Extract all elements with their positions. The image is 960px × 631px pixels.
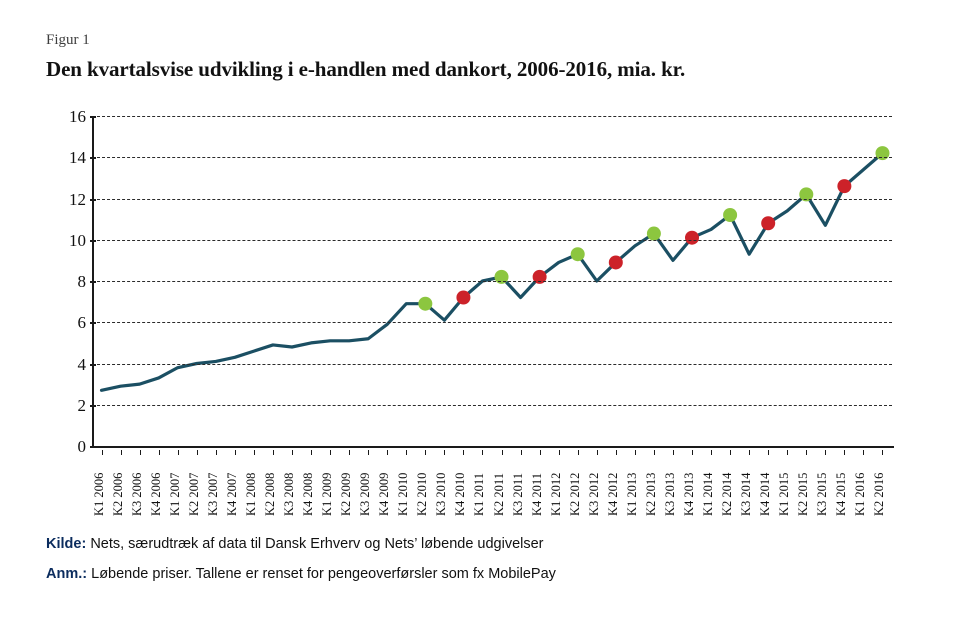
x-axis-tick-label: K2 2012 bbox=[567, 472, 582, 516]
x-axis-tick-mark bbox=[597, 450, 598, 455]
x-axis-tick-label: K3 2014 bbox=[739, 472, 754, 516]
x-axis-tick-label: K2 2006 bbox=[110, 472, 125, 516]
y-axis-tick-mark bbox=[90, 364, 96, 366]
x-axis-tick-label: K1 2006 bbox=[91, 472, 106, 516]
x-axis-tick-mark bbox=[502, 450, 503, 455]
y-axis-tick-mark bbox=[90, 199, 96, 201]
y-axis-tick-label: 16 bbox=[69, 107, 86, 126]
x-axis-tick-label: K1 2009 bbox=[320, 472, 335, 516]
y-axis-tick-mark bbox=[90, 157, 96, 159]
x-axis-tick-mark bbox=[444, 450, 445, 455]
y-axis-tick-mark bbox=[90, 240, 96, 242]
x-axis-tick-mark bbox=[121, 450, 122, 455]
x-axis-tick-label: K1 2015 bbox=[777, 472, 792, 516]
x-axis-tick-label: K1 2014 bbox=[701, 472, 716, 516]
x-axis-tick-mark bbox=[863, 450, 864, 455]
x-axis-tick-label: K2 2015 bbox=[796, 472, 811, 516]
x-axis-tick-mark bbox=[273, 450, 274, 455]
x-axis-tick-mark bbox=[787, 450, 788, 455]
plot-area bbox=[92, 116, 892, 446]
x-axis-tick-mark bbox=[521, 450, 522, 455]
y-axis-tick-label: 2 bbox=[77, 395, 86, 415]
chart-container bbox=[46, 100, 916, 520]
x-axis-tick-mark bbox=[806, 450, 807, 455]
x-axis-tick-mark bbox=[216, 450, 217, 455]
x-axis-tick-label: K1 2007 bbox=[167, 472, 182, 516]
x-axis-tick-mark bbox=[254, 450, 255, 455]
x-axis-tick-label: K1 2016 bbox=[853, 472, 868, 516]
x-axis-tick-label: K1 2008 bbox=[243, 472, 258, 516]
x-axis-tick-mark bbox=[330, 450, 331, 455]
y-axis-tick-mark bbox=[90, 281, 96, 283]
y-axis-tick-label: 10 bbox=[69, 230, 86, 250]
x-axis-tick-label: K2 2007 bbox=[186, 472, 201, 516]
x-axis-tick-mark bbox=[844, 450, 845, 455]
x-axis-tick-mark bbox=[692, 450, 693, 455]
x-axis-tick-mark bbox=[711, 450, 712, 455]
gridline bbox=[92, 364, 892, 365]
y-axis-tick-label: 8 bbox=[77, 272, 86, 291]
x-axis-tick-mark bbox=[825, 450, 826, 455]
x-axis-tick-label: K1 2012 bbox=[548, 472, 563, 516]
x-axis-tick-mark bbox=[292, 450, 293, 455]
x-axis-tick-mark bbox=[578, 450, 579, 455]
x-axis-tick-label: K2 2010 bbox=[415, 472, 430, 516]
x-axis-tick-label: K4 2008 bbox=[301, 472, 316, 516]
x-axis-tick-mark bbox=[730, 450, 731, 455]
data-point-marker bbox=[761, 216, 775, 230]
x-axis-tick-label: K2 2016 bbox=[872, 472, 887, 516]
x-axis-tick-label: K4 2011 bbox=[529, 473, 544, 516]
data-point-marker bbox=[571, 247, 585, 261]
data-point-marker bbox=[723, 208, 737, 222]
x-axis-tick-mark bbox=[635, 450, 636, 455]
x-axis-tick-mark bbox=[102, 450, 103, 455]
x-axis-tick-label: K2 2008 bbox=[262, 472, 277, 516]
x-axis-tick-label: K4 2007 bbox=[224, 472, 239, 516]
note-label: Anm.: bbox=[46, 566, 88, 582]
y-axis-tick-mark bbox=[90, 446, 96, 448]
x-axis-tick-label: K3 2011 bbox=[510, 473, 525, 516]
x-axis-tick-mark bbox=[768, 450, 769, 455]
y-axis-tick-mark bbox=[90, 116, 96, 118]
source-label: Kilde: bbox=[46, 536, 87, 552]
x-axis-tick-label: K2 2014 bbox=[720, 472, 735, 516]
x-axis-tick-mark bbox=[482, 450, 483, 455]
x-axis-tick-mark bbox=[387, 450, 388, 455]
x-axis-tick-mark bbox=[140, 450, 141, 455]
data-point-marker bbox=[647, 227, 661, 241]
y-axis-tick-label: 12 bbox=[69, 189, 86, 209]
gridline bbox=[92, 405, 892, 406]
x-axis-tick-label: K4 2015 bbox=[834, 472, 849, 516]
x-axis-tick-label: K3 2008 bbox=[282, 472, 296, 516]
x-axis-tick-label: K4 2012 bbox=[605, 472, 620, 516]
note-text: Løbende priser. Tallene er renset for pengeoverførsler som fx MobilePay bbox=[91, 566, 556, 582]
x-axis-tick-label: K2 2011 bbox=[491, 473, 506, 516]
series-line bbox=[102, 153, 883, 390]
source-line bbox=[46, 536, 544, 552]
x-axis-tick-label: K3 2012 bbox=[586, 472, 601, 516]
x-axis-tick-label: K1 2013 bbox=[624, 472, 639, 516]
x-axis-tick-label: K1 2010 bbox=[396, 472, 411, 516]
x-axis-tick-label: K3 2013 bbox=[662, 472, 677, 516]
source-text: Nets, særudtræk af data til Dansk Erhverv og Nets’ løbende udgivelser bbox=[90, 536, 544, 552]
x-axis-tick-label: K3 2007 bbox=[205, 472, 220, 516]
y-axis-tick-label: 4 bbox=[77, 354, 86, 374]
x-axis-tick-label: K3 2010 bbox=[434, 472, 449, 516]
data-point-marker bbox=[456, 291, 470, 305]
x-axis-tick-mark bbox=[616, 450, 617, 455]
x-axis-tick-mark bbox=[425, 450, 426, 455]
x-axis-tick-mark bbox=[540, 450, 541, 455]
x-axis-tick-mark bbox=[463, 450, 464, 455]
x-axis-tick-label: K3 2015 bbox=[815, 472, 830, 516]
x-axis-tick-mark bbox=[311, 450, 312, 455]
x-axis-tick-mark bbox=[235, 450, 236, 455]
y-axis-tick-label: 6 bbox=[77, 313, 86, 333]
y-axis-ticks bbox=[46, 107, 86, 456]
data-point-marker bbox=[609, 255, 623, 269]
gridline bbox=[92, 240, 892, 241]
x-axis-tick-mark bbox=[559, 450, 560, 455]
x-axis-tick-mark bbox=[882, 450, 883, 455]
data-point-marker bbox=[837, 179, 851, 193]
gridline bbox=[92, 157, 892, 158]
note-line bbox=[46, 566, 556, 582]
x-axis-tick-label: K3 2006 bbox=[129, 472, 144, 516]
x-axis-tick-mark bbox=[178, 450, 179, 455]
x-axis-tick-mark bbox=[654, 450, 655, 455]
x-axis-tick-mark bbox=[349, 450, 350, 455]
y-axis-tick-label: 14 bbox=[69, 148, 86, 168]
y-axis-tick-label: 0 bbox=[77, 437, 86, 456]
x-axis-labels bbox=[92, 450, 894, 516]
x-axis-tick-label: K3 2009 bbox=[358, 472, 373, 516]
x-axis-tick-label: K1 2011 bbox=[472, 473, 487, 516]
x-axis-tick-label: K4 2006 bbox=[148, 472, 163, 516]
x-axis-tick-mark bbox=[368, 450, 369, 455]
x-axis-tick-label: K4 2010 bbox=[453, 472, 468, 516]
data-point-marker bbox=[418, 297, 432, 311]
x-axis-tick-label: K4 2009 bbox=[377, 472, 392, 516]
gridline bbox=[92, 199, 892, 200]
x-axis-line bbox=[92, 446, 894, 448]
x-axis-tick-label: K2 2013 bbox=[643, 472, 658, 516]
x-axis-tick-mark bbox=[406, 450, 407, 455]
page-title: Den kvartalsvise udvikling i e-handlen med dankort, 2006-2016, mia. kr. bbox=[46, 57, 686, 81]
x-axis-tick-label: K2 2009 bbox=[339, 472, 354, 516]
gridline bbox=[92, 281, 892, 282]
x-axis-tick-mark bbox=[749, 450, 750, 455]
x-axis-tick-mark bbox=[159, 450, 160, 455]
x-axis-tick-mark bbox=[673, 450, 674, 455]
x-axis-tick-mark bbox=[197, 450, 198, 455]
gridline bbox=[92, 322, 892, 323]
data-point-marker bbox=[685, 231, 699, 245]
gridline bbox=[92, 116, 892, 117]
figure-label: Figur 1 bbox=[46, 32, 90, 48]
y-axis-tick-mark bbox=[90, 322, 96, 324]
x-axis-tick-label: K4 2013 bbox=[682, 472, 696, 516]
y-axis-tick-mark bbox=[90, 405, 96, 407]
x-axis-tick-label: K4 2014 bbox=[758, 472, 773, 516]
